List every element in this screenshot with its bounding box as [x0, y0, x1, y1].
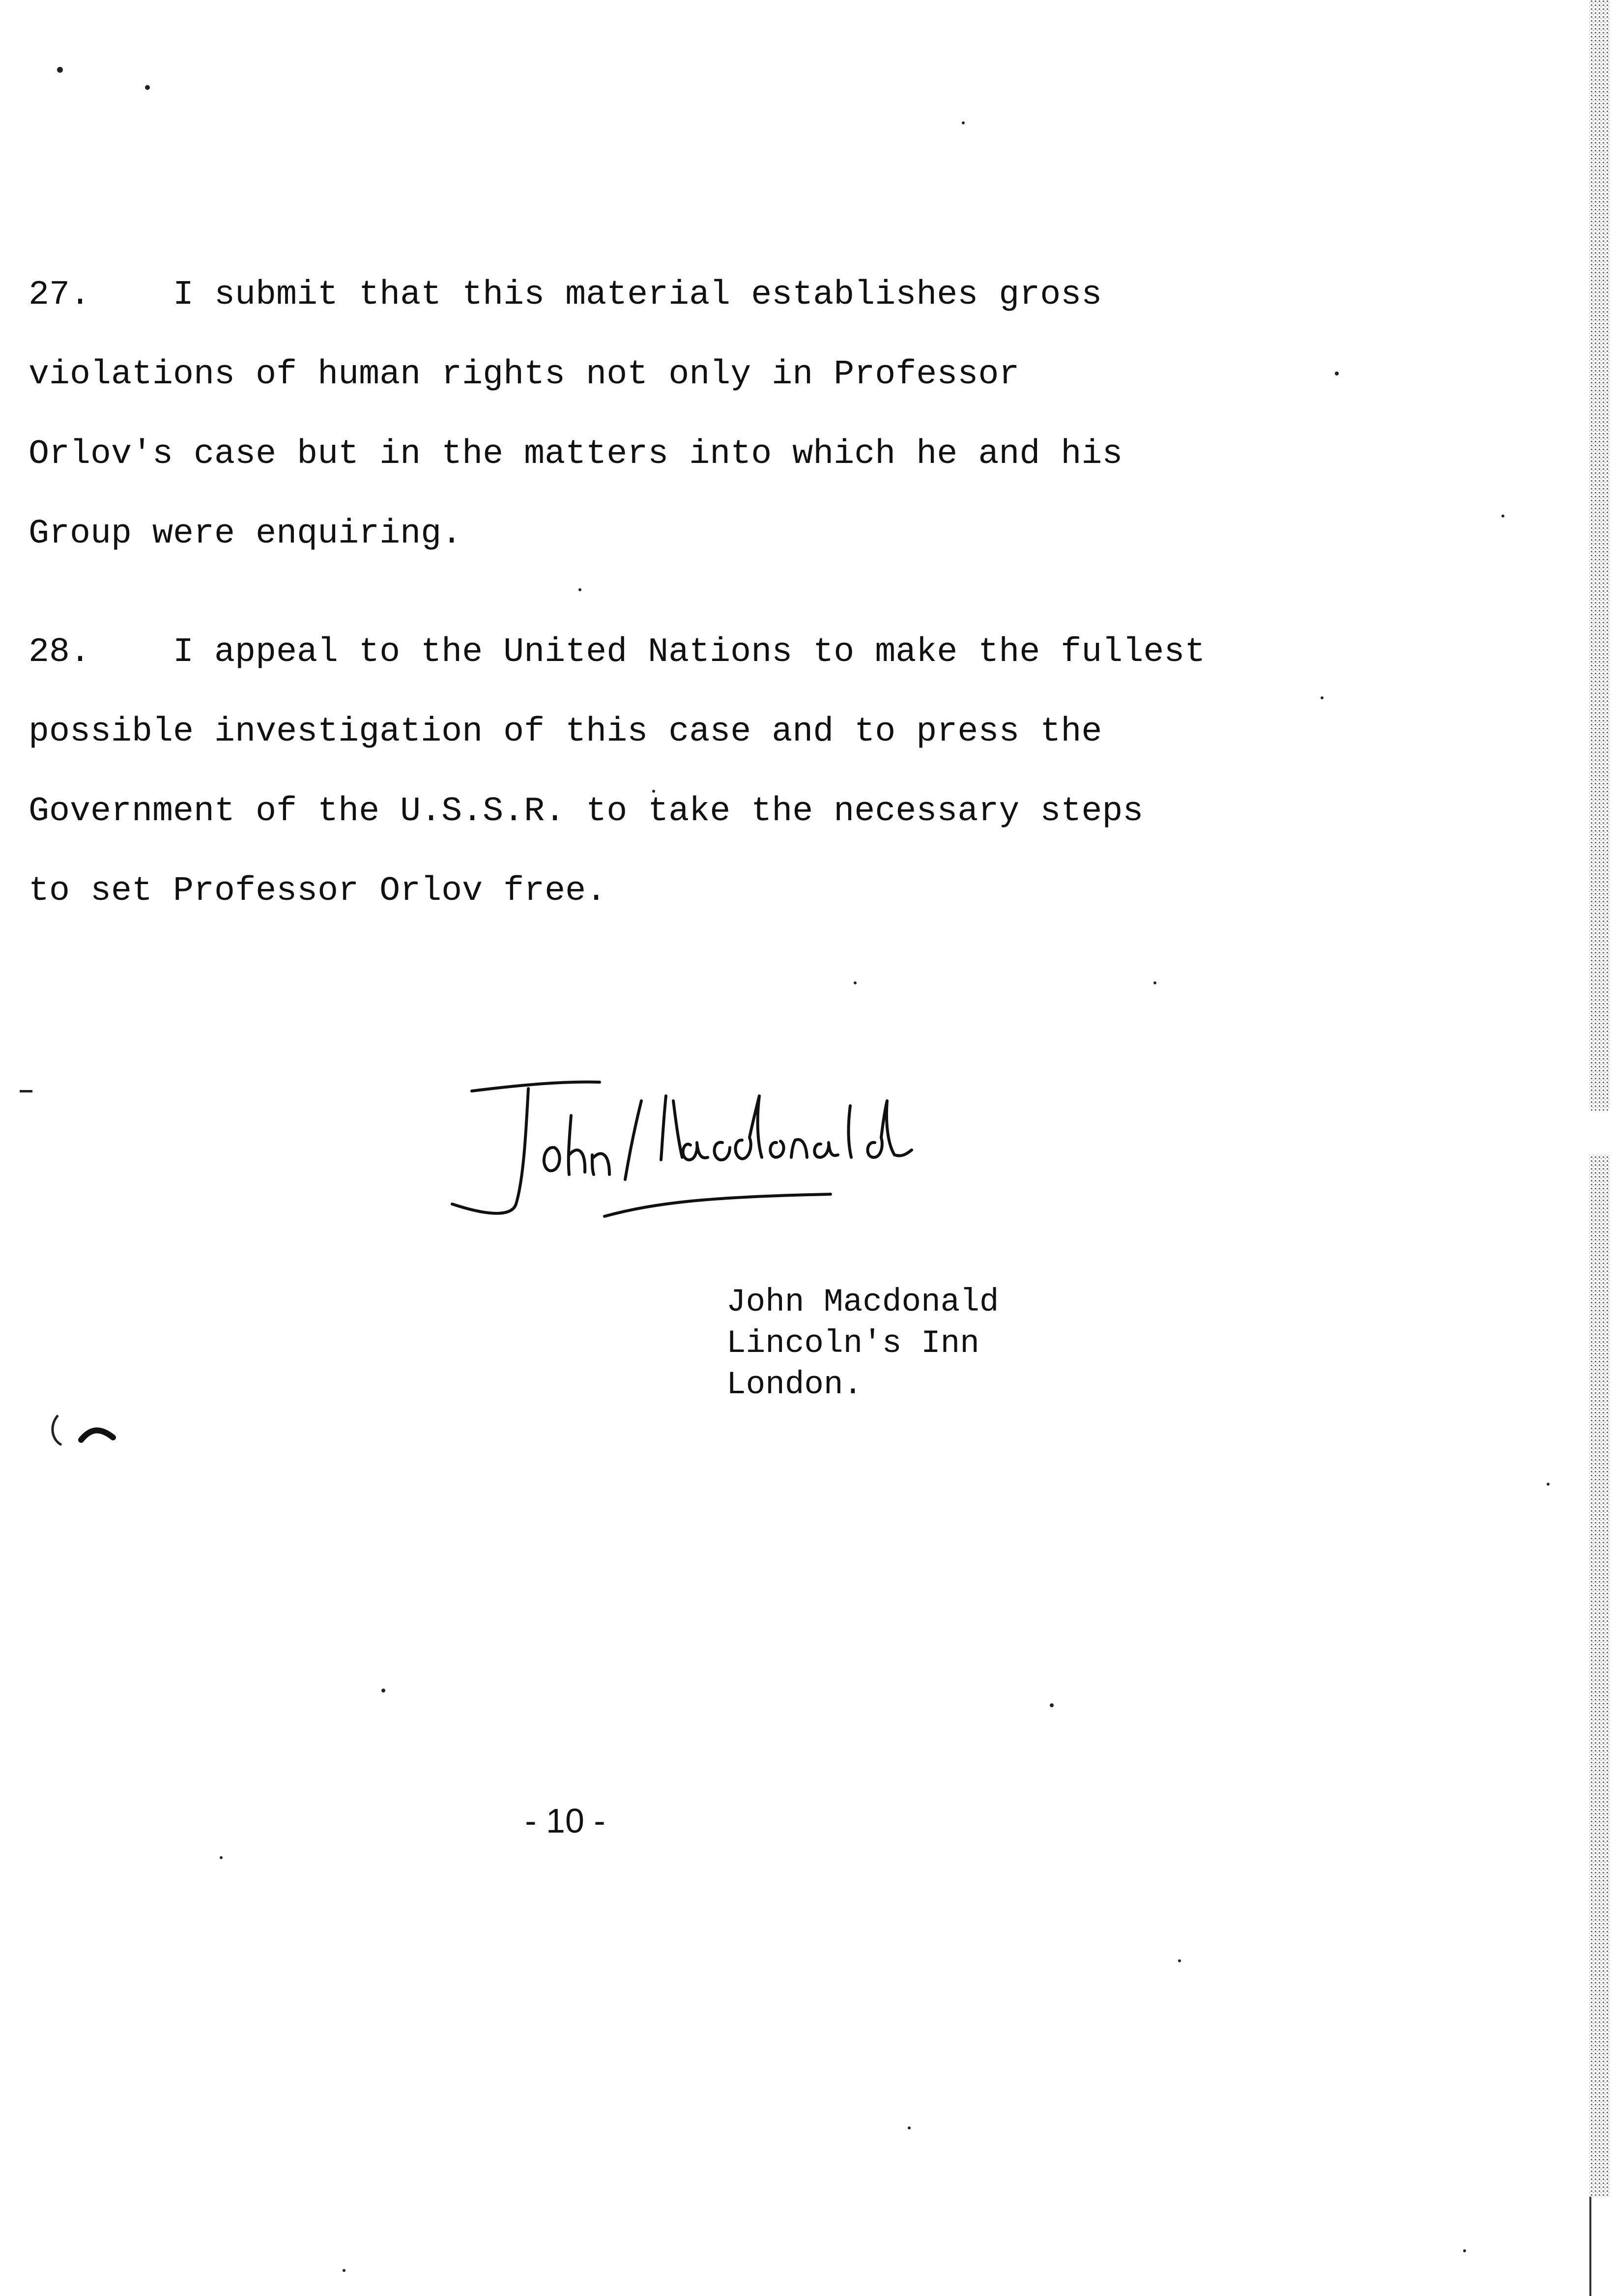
signatory-city: London. — [726, 1366, 863, 1403]
paragraph-line: to set Professor Orlov free. — [29, 872, 607, 911]
paragraph-first-line — [29, 613, 1205, 692]
paragraph-line: Orlov's case but in the matters into which he and his — [29, 435, 1123, 474]
paragraph-line: violations of human rights not only in Professor — [29, 355, 1020, 394]
handwritten-signature — [442, 1057, 983, 1263]
signatory-affiliation: Lincoln's Inn — [726, 1325, 979, 1362]
paragraph-text: I appeal to the United Nations to make the fullest — [173, 633, 1206, 672]
paragraph-28 — [29, 613, 1205, 931]
paragraph-line: Government of the U.S.S.R. to take the necessary steps — [29, 792, 1144, 831]
paragraph-27 — [29, 256, 1123, 574]
signatory-name: John Macdonald — [726, 1284, 999, 1320]
signatory-block — [726, 1282, 999, 1406]
paragraph-line: Group were enquiring. — [29, 515, 462, 553]
scan-edge-strip — [1583, 0, 1612, 2296]
paragraph-number: 27. — [29, 276, 91, 315]
paragraph-line: possible investigation of this case and to press the — [29, 713, 1102, 751]
paragraph-number: 28. — [29, 633, 91, 672]
paragraph-first-line — [29, 256, 1123, 335]
page-number: - 10 - — [525, 1802, 605, 1840]
paragraph-text: I submit that this material establishes gross — [173, 276, 1102, 315]
